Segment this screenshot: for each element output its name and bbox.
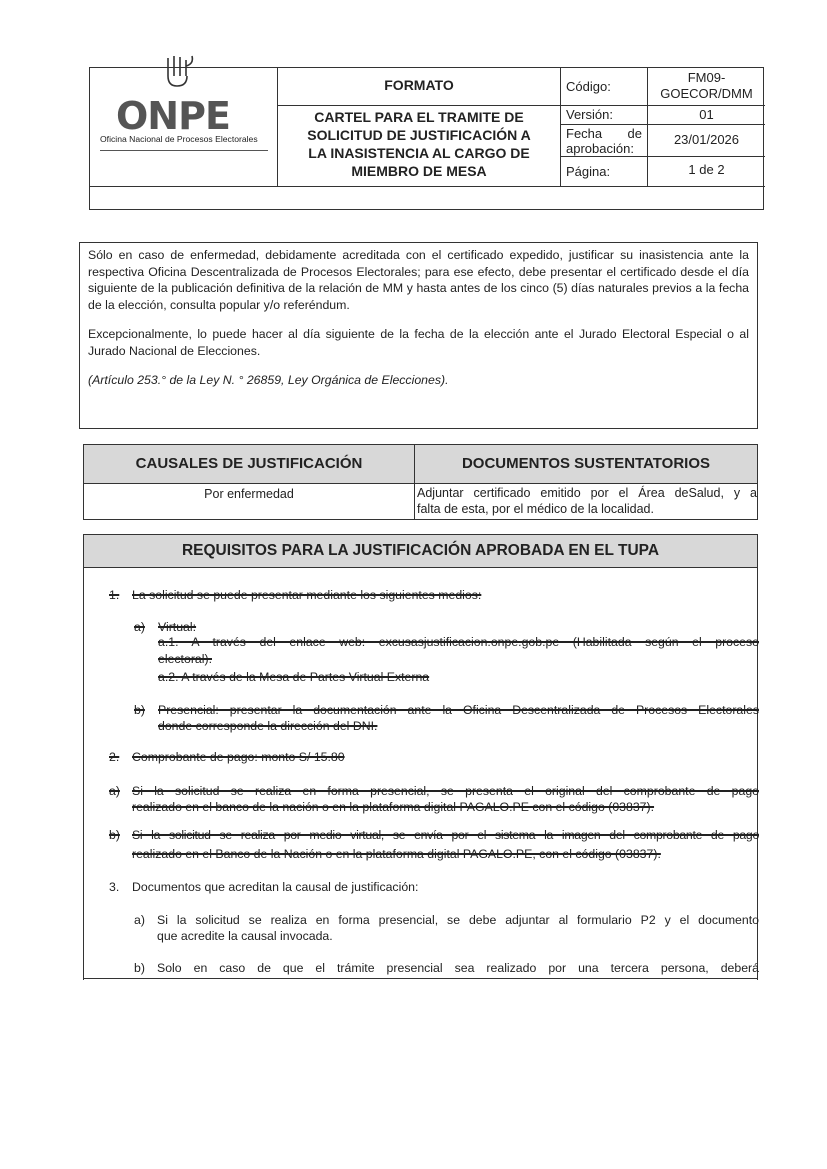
logo-wordmark: ONPE <box>116 94 230 138</box>
item-3a-text-cont: que acredite la causal invocada. <box>157 929 333 943</box>
legal-notice-box <box>79 242 758 429</box>
item-1-number: 1. <box>109 588 120 602</box>
version-value: 01 <box>699 107 714 122</box>
logo-subtitle: Oficina Nacional de Procesos Electorales <box>100 134 268 151</box>
document-header <box>89 67 764 210</box>
item-2b-text: Si la solicitud se realiza por medio virtual, se envía por el sistema la imagen del comprobante de pago <box>132 828 759 842</box>
approval-date-label-1: Fecha de <box>566 126 642 141</box>
item-1b-text: Presencial: presentar la documentación ante la Oficina Descentralizada de Procesos Electorales <box>158 703 759 717</box>
item-2-text: Comprobante de pago: monto S/ 15.80 <box>132 750 345 764</box>
document-title-line-4: MIEMBRO DE MESA <box>351 163 487 179</box>
documento-cell-line-2: falta de esta, por el médico de la localidad. <box>417 502 654 516</box>
causales-table <box>83 444 758 520</box>
page-label: Página: <box>566 164 611 179</box>
version-label: Versión: <box>566 107 613 122</box>
document-title-line-1: CARTEL PARA EL TRAMITE DE <box>314 109 524 125</box>
code-value-line-1: FM09- <box>687 70 726 85</box>
section-bottom-border <box>83 978 758 979</box>
page-value: 1 de 2 <box>688 162 725 177</box>
item-2b-text-cont: realizado en el Banco de la Nación o en la plataforma digital PAGALO.PE, con el código (03837). <box>132 847 661 861</box>
document-title-line-3: LA INASISTENCIA AL CARGO DE <box>308 145 530 161</box>
code-label: Código: <box>566 79 611 94</box>
approval-date-label-2: aprobación: <box>566 141 634 156</box>
item-3-number: 3. <box>109 880 120 894</box>
code-value-line-2: GOECOR/DMM <box>660 86 753 101</box>
document-title-line-2: SOLICITUD DE JUSTIFICACIÓN A <box>307 127 531 143</box>
item-3b-text: Solo en caso de que el trámite presencial sea realizado por una tercera persona, deberá <box>157 961 759 975</box>
item-1a-number: a) <box>134 620 145 634</box>
item-3-text: Documentos que acreditan la causal de justificación: <box>132 880 419 894</box>
onpe-logo <box>90 68 277 186</box>
causales-header: CAUSALES DE JUSTIFICACIÓN <box>135 455 363 472</box>
item-1b-text-cont: donde corresponde la dirección del DNI. <box>158 719 378 733</box>
requisitos-section <box>83 534 758 980</box>
approval-date-value: 23/01/2026 <box>673 132 740 147</box>
legal-notice-paragraph-2: Excepcionalmente, lo puede hacer al día siguiente de la fecha de la elección ante el Jurado Electoral Especial o al Jurado Nacional de Elecciones. <box>88 327 749 358</box>
documentos-header: DOCUMENTOS SUSTENTATORIOS <box>461 455 711 472</box>
item-3a-number: a) <box>134 913 145 927</box>
item-1-text: La solicitud se puede presentar mediante los siguientes medios: <box>132 588 482 602</box>
legal-citation: (Artículo 253.° de la Ley N. ° 26859, Ley Orgánica de Elecciones). <box>88 373 449 387</box>
item-3b-number: b) <box>134 961 145 975</box>
item-2a-number: a) <box>109 784 120 798</box>
item-2a-text-cont: realizado en el banco de la nación o en la plataforma digital PAGALO.PE con el código (03837). <box>132 800 655 814</box>
item-1b-number: b) <box>134 703 145 717</box>
item-3a-text: Si la solicitud se realiza en forma presencial, se debe adjuntar al formulario P2 y el documento <box>157 913 759 927</box>
item-2-number: 2. <box>109 750 120 764</box>
item-2a-text: Si la solicitud se realiza en forma presencial, se presenta el original del comprobante de pago <box>132 784 759 798</box>
requisitos-title: REQUISITOS PARA LA JUSTIFICACIÓN APROBADA EN EL TUPA <box>84 535 757 568</box>
format-label: FORMATO <box>384 77 454 93</box>
legal-notice-paragraph-1: Sólo en caso de enfermedad, debidamente acreditada con el certificado expedido, justificar su inasistencia ante la respectiva Oficina Descentralizada de Procesos Electorales; para ese efecto, debe presentar el certificado desde el día siguiente de la publicación definitiva de la relación de MM y hasta antes de los cinco (5) días naturales previos a la fecha de la elección, consulta popular y/o referéndum. <box>88 248 749 312</box>
item-1a-text: Virtual: <box>158 620 197 634</box>
item-1a1-text-cont: electoral). <box>158 652 212 666</box>
documento-cell-line-1: Adjuntar certificado emitido por el Área deSalud, y a <box>417 486 757 500</box>
causal-cell: Por enfermedad <box>204 487 294 501</box>
item-1a1-text: a.1. A través del enlace web: excusasjustificacion.onpe.gob.pe (Habilitada según el proceso <box>158 635 759 649</box>
voting-hand-icon <box>160 54 200 94</box>
item-2b-number: b) <box>109 828 120 842</box>
item-1a2-text: a.2. A través de la Mesa de Partes Virtual Externa <box>158 670 430 684</box>
